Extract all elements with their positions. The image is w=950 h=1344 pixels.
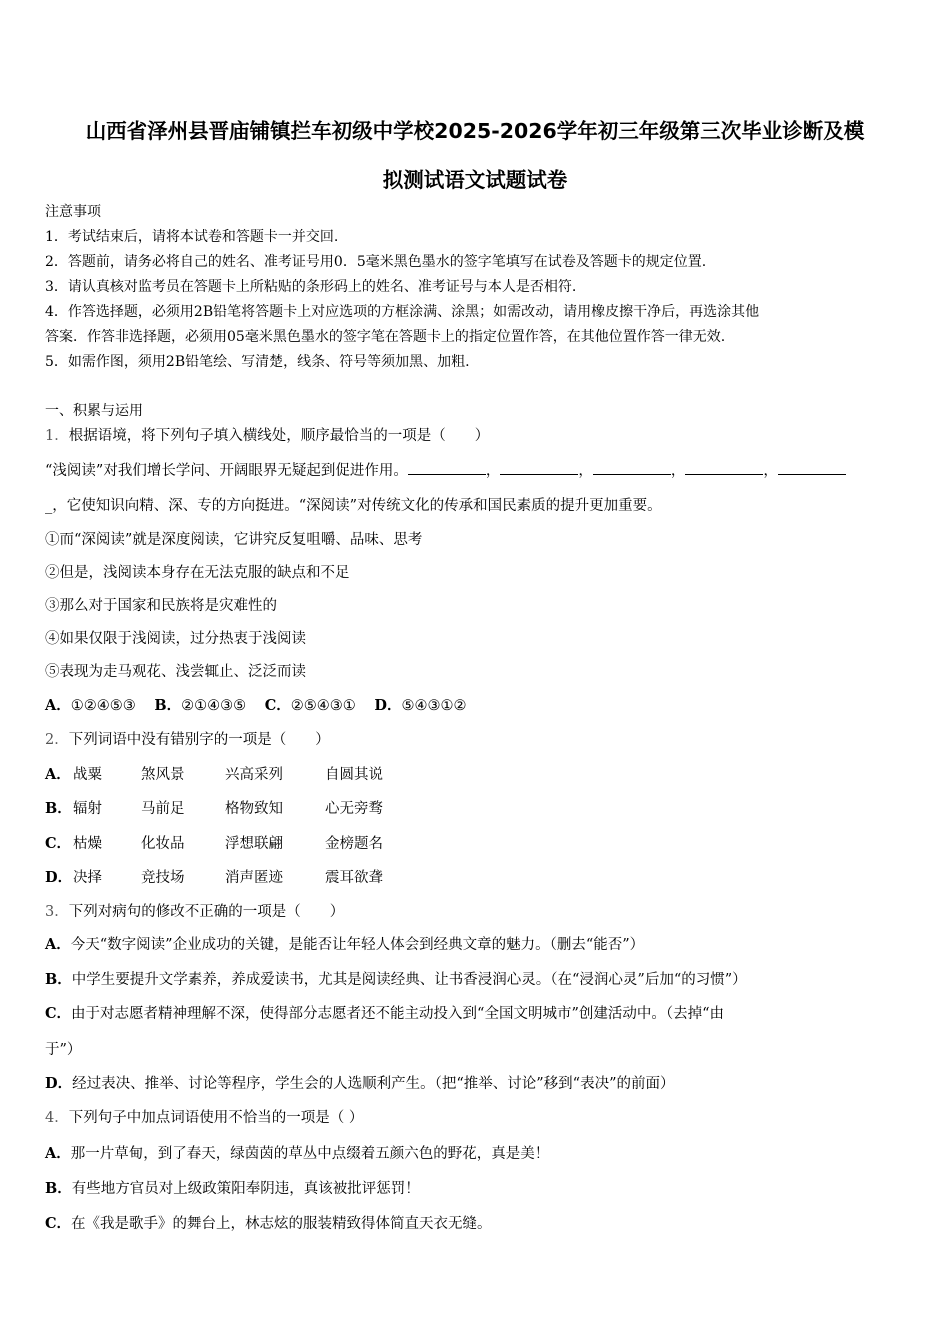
option-word: 辐射 xyxy=(73,801,102,817)
option-b[interactable]: B．有些地方官员对上级政策阳奉阴违，真该被批评惩罚！ xyxy=(45,1180,420,1197)
option-word: 金榜题名 xyxy=(325,836,383,852)
notice-item: 3．请认真核对监考员在答题卡上所粘贴的条形码上的姓名、准考证号与本人是否相符. xyxy=(45,279,577,295)
option-word: 兴高采列 xyxy=(225,767,283,783)
option-a[interactable]: A． 战粟 煞风景 兴高采列 自圆其说 xyxy=(45,766,383,783)
option-c[interactable]: C．由于对志愿者精神理解不深，使得部分志愿者还不能主动投入到“全国文明城市”创建活动中。（去掉“由 xyxy=(45,1005,725,1022)
exam-title-line-2: 拟测试语文试题试卷 xyxy=(382,168,568,192)
q1-sentence: ②但是，浅阅读本身存在无法克服的缺点和不足 xyxy=(45,565,350,581)
option-c[interactable]: C．在《我是歌手》的舞台上，林志炫的服装精致得体简直天衣无缝。 xyxy=(45,1215,492,1232)
option-word: 枯燥 xyxy=(73,836,102,852)
q1-sentence: ④如果仅限于浅阅读，过分热衷于浅阅读 xyxy=(45,631,306,647)
option-word: 浮想联翩 xyxy=(225,836,283,852)
question-3-stem xyxy=(45,903,344,921)
question-2-stem xyxy=(45,731,330,749)
question-number: 4． xyxy=(45,1110,69,1126)
notice-heading: 注意事项 xyxy=(45,204,101,220)
question-number: 2． xyxy=(45,732,69,748)
question-text: 下列词语中没有错别字的一项是（ ） xyxy=(68,732,330,748)
option-word: 竞技场 xyxy=(141,870,185,886)
option-a[interactable]: A．今天“数字阅读”企业成功的关键，是能否让年轻人体会到经典文章的魅力。（删去“能否”） xyxy=(45,936,645,953)
option-word: 心无旁骛 xyxy=(325,801,383,817)
option-word: 自圆其说 xyxy=(325,767,383,783)
option-word: 消声匿迹 xyxy=(225,870,283,886)
question-text: 根据语境，将下列句子填入横线处，顺序最恰当的一项是（ ） xyxy=(68,428,490,444)
question-4-stem xyxy=(45,1109,363,1127)
notice-item: 答案．作答非选择题，必须用05毫米黑色墨水的签字笔在答题卡上的指定位置作答，在其他位置作答一律无效. xyxy=(45,329,726,345)
section-heading: 一、积累与运用 xyxy=(45,403,143,419)
q1-passage-text: “浅阅读”对我们增长学问、开阔眼界无疑起到促进作用。 xyxy=(45,463,408,479)
exam-title-line-1: 山西省泽州县晋庙铺镇拦车初级中学校2025-2026学年初三年级第三次毕业诊断及模 xyxy=(85,119,865,143)
notice-item: 5．如需作图，须用2B铅笔绘、写清楚，线条、符号等须加黑、加粗. xyxy=(45,354,470,370)
option-a[interactable]: A．那一片草甸，到了春天，绿茵茵的草丛中点缀着五颜六色的野花，真是美！ xyxy=(45,1145,550,1162)
option-word: 决择 xyxy=(73,870,102,886)
question-number: 3． xyxy=(45,904,69,920)
q1-sentence: ①而“深阅读”就是深度阅读，它讲究反复咀嚼、品味、思考 xyxy=(45,532,423,548)
answer-blank[interactable] xyxy=(593,460,671,475)
q1-options xyxy=(45,697,466,715)
option-a[interactable]: A．①②④⑤③ xyxy=(45,697,136,714)
option-word: 战粟 xyxy=(73,767,102,783)
option-word: 煞风景 xyxy=(141,767,185,783)
q1-passage-line-2: _，它使知识向精、深、专的方向挺进。“深阅读”对传统文化的传承和国民素质的提升更加重要。 xyxy=(45,498,662,514)
option-c[interactable]: C．②⑤④③① xyxy=(264,697,356,714)
blank-separator: ， xyxy=(578,463,593,479)
blank-separator: ， xyxy=(485,463,501,479)
option-word: 震耳欲聋 xyxy=(325,870,383,886)
answer-blank[interactable] xyxy=(408,460,486,475)
question-1-stem xyxy=(45,427,489,445)
option-b[interactable]: B．②①④③⑤ xyxy=(154,697,247,714)
answer-blank[interactable] xyxy=(500,460,578,475)
option-b[interactable]: B．辐射 马前足 格物致知 心无旁骛 xyxy=(45,800,383,817)
question-number: 1． xyxy=(45,428,69,444)
notice-item: 2．答题前，请务必将自己的姓名、准考证号用0．5毫米黑色墨水的签字笔填写在试卷及答题卡的规定位置. xyxy=(45,254,707,270)
option-c-continued: 于”） xyxy=(45,1042,82,1058)
option-word: 马前足 xyxy=(141,801,185,817)
option-b[interactable]: B．中学生要提升文学素养，养成爱读书，尤其是阅读经典、让书香浸润心灵。（在“浸润心灵”后加“的习惯”） xyxy=(45,971,747,988)
option-c[interactable]: C． 枯燥 化妆品 浮想联翩 金榜题名 xyxy=(45,835,383,852)
notice-item: 4．作答选择题，必须用2B铅笔将答题卡上对应选项的方框涂满、涂黑；如需改动，请用橡皮擦干净后，再选涂其他 xyxy=(45,304,760,320)
q1-sentence: ③那么对于国家和民族将是灾难性的 xyxy=(45,598,277,614)
question-text: 下列对病句的修改不正确的一项是（ ） xyxy=(68,904,345,920)
question-text: 下列句子中加点词语使用不恰当的一项是（ ） xyxy=(68,1110,364,1126)
answer-blank[interactable] xyxy=(685,460,763,475)
option-d[interactable]: D．经过表决、推举、讨论等程序，学生会的人选顺利产生。（把“推举、讨论”移到“表决”的前面） xyxy=(45,1075,675,1092)
q1-sentence: ⑤表现为走马观花、浅尝辄止、泛泛而读 xyxy=(45,664,306,680)
option-word: 化妆品 xyxy=(141,836,185,852)
notice-item: 1．考试结束后，请将本试卷和答题卡一并交回. xyxy=(45,229,339,245)
blank-separator: ， xyxy=(763,463,778,479)
option-word: 格物致知 xyxy=(225,801,283,817)
answer-blank[interactable] xyxy=(778,460,846,475)
option-d[interactable]: D．⑤④③①② xyxy=(374,697,467,714)
blank-separator: ， xyxy=(670,463,686,479)
q1-passage-line-1 xyxy=(45,460,910,480)
option-d[interactable]: D．决择 竞技场 消声匿迹 震耳欲聋 xyxy=(45,869,383,886)
